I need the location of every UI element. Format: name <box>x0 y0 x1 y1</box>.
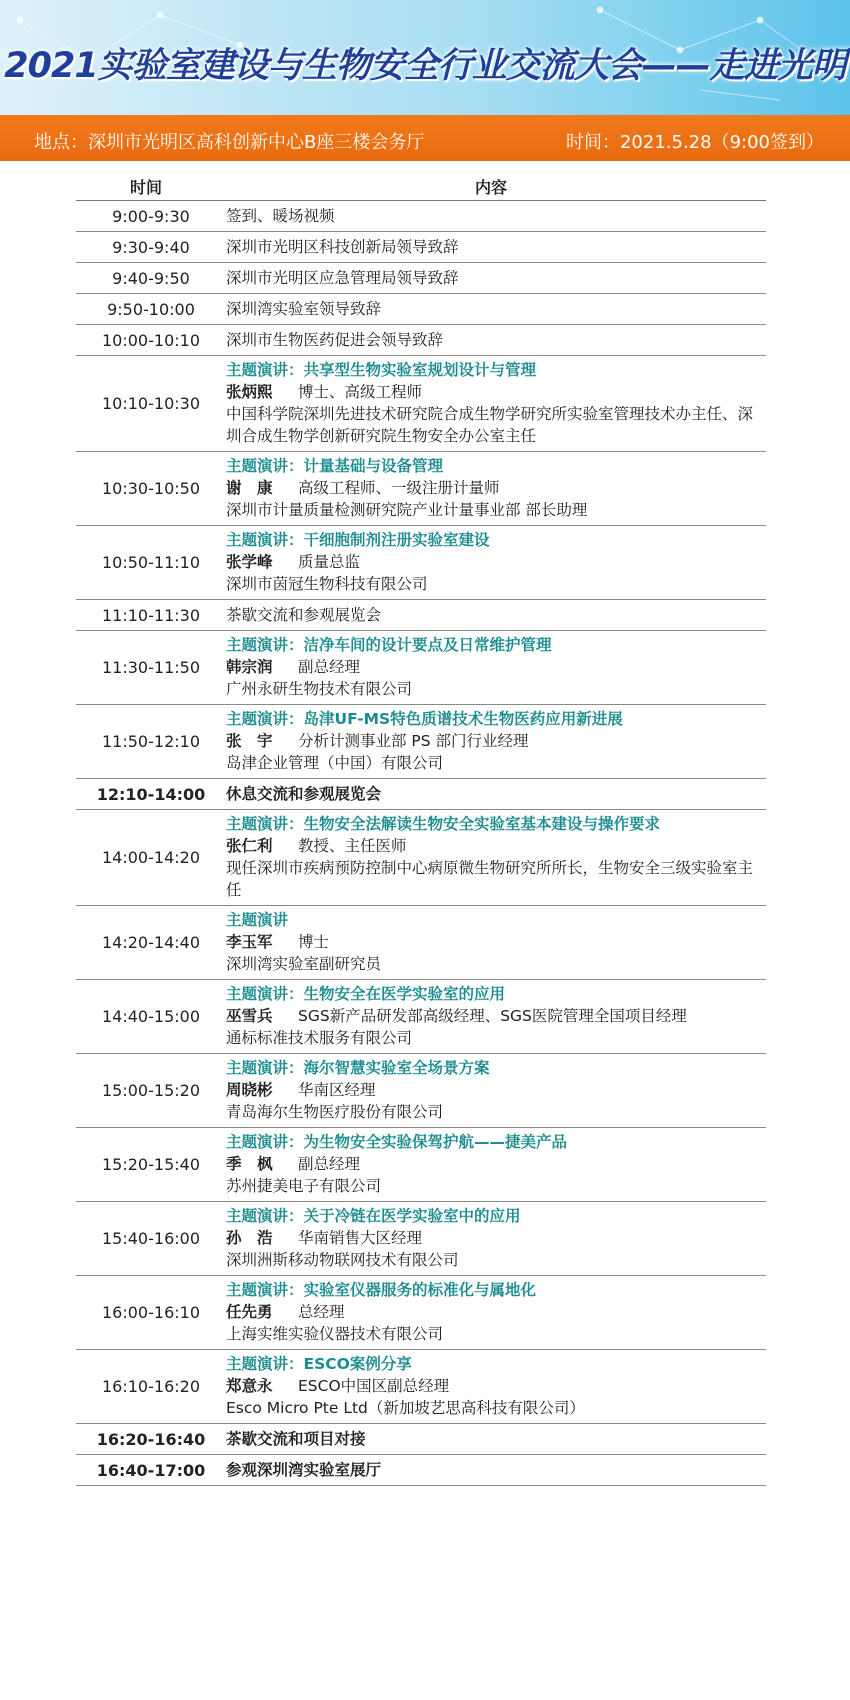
speaker-name: 张 宇 <box>226 732 273 750</box>
time-cell: 9:30-9:40 <box>112 237 190 257</box>
time-cell: 9:00-9:30 <box>112 206 190 226</box>
time-cell: 10:30-10:50 <box>102 479 200 498</box>
table-row <box>76 906 766 980</box>
speaker-name: 张仁利 <box>226 837 273 855</box>
time-cell: 11:30-11:50 <box>102 658 200 677</box>
content-cell <box>226 295 766 324</box>
content-cell <box>226 1128 766 1201</box>
speaker-line <box>226 551 766 573</box>
speaker-organization: 广州永研生物技术有限公司 <box>226 680 413 698</box>
time-cell: 16:20-16:40 <box>96 1429 206 1449</box>
time-cell: 15:00-15:20 <box>102 1081 200 1100</box>
talk-topic: 主题演讲：生物安全法解读生物安全实验室基本建设与操作要求 <box>226 815 661 833</box>
speaker-organization: 岛津企业管理（中国）有限公司 <box>226 754 444 772</box>
session-text: 茶歇交流和项目对接 <box>226 1429 366 1448</box>
talk-topic: 主题演讲：ESCO案例分享 <box>226 1355 412 1373</box>
speaker-role: SGS新产品研发部高级经理、SGS医院管理全国项目经理 <box>298 1007 687 1025</box>
table-header <box>76 172 766 201</box>
speaker-line <box>226 931 766 953</box>
table-row <box>76 600 766 631</box>
talk-topic: 主题演讲：生物安全在医学实验室的应用 <box>226 985 506 1003</box>
table-row <box>76 705 766 779</box>
column-header-content: 内容 <box>474 177 507 197</box>
content-cell <box>226 526 766 599</box>
content-cell <box>226 1202 766 1275</box>
speaker-name: 巫雪兵 <box>226 1007 273 1025</box>
location-text: 地点：深圳市光明区高科创新中心B座三楼会务厅 <box>34 132 425 153</box>
content-cell <box>226 326 766 355</box>
table-row <box>76 1350 766 1424</box>
speaker-organization: 上海实维实验仪器技术有限公司 <box>226 1325 444 1343</box>
speaker-organization: 深圳市茵冠生物科技有限公司 <box>226 575 428 593</box>
schedule-rows <box>76 201 766 1486</box>
speaker-name: 韩宗润 <box>226 658 273 676</box>
table-row <box>76 325 766 356</box>
talk-topic: 主题演讲：共享型生物实验室规划设计与管理 <box>226 361 537 379</box>
time-cell: 14:20-14:40 <box>102 933 200 952</box>
content-cell <box>226 1054 766 1127</box>
speaker-role: 分析计测事业部 PS 部门行业经理 <box>298 732 529 750</box>
table-row <box>76 631 766 705</box>
time-cell: 16:00-16:10 <box>102 1303 200 1322</box>
speaker-name: 季 枫 <box>226 1155 273 1173</box>
speaker-role: 华南销售大区经理 <box>298 1229 423 1247</box>
speaker-organization: 深圳洲斯移动物联网技术有限公司 <box>226 1251 459 1269</box>
time-cell: 15:20-15:40 <box>102 1155 200 1174</box>
speaker-name: 周晓彬 <box>226 1081 273 1099</box>
table-row <box>76 201 766 232</box>
time-cell: 11:10-11:30 <box>102 605 200 625</box>
table-row <box>76 526 766 600</box>
speaker-line <box>226 730 766 752</box>
speaker-organization: 深圳市计量质量检测研究院产业计量事业部 部长助理 <box>226 501 588 519</box>
session-text: 参观深圳湾实验室展厅 <box>226 1460 382 1479</box>
content-cell <box>226 810 766 905</box>
time-cell: 10:00-10:10 <box>102 330 200 350</box>
talk-topic: 主题演讲：海尔智慧实验室全场景方案 <box>226 1059 490 1077</box>
content-cell <box>226 980 766 1053</box>
speaker-role: 博士、高级工程师 <box>298 383 423 401</box>
speaker-line <box>226 1005 766 1027</box>
speaker-role: 质量总监 <box>298 553 361 571</box>
talk-topic: 主题演讲：计量基础与设备管理 <box>226 457 444 475</box>
table-row <box>76 980 766 1054</box>
speaker-line <box>226 656 766 678</box>
content-cell <box>226 780 766 809</box>
speaker-role: 教授、主任医师 <box>298 837 407 855</box>
content-cell <box>226 452 766 525</box>
table-row <box>76 1054 766 1128</box>
time-cell: 9:40-9:50 <box>112 268 190 288</box>
table-row <box>76 263 766 294</box>
content-cell <box>226 1425 766 1454</box>
speaker-role: 副总经理 <box>298 1155 361 1173</box>
table-row <box>76 356 766 452</box>
speaker-line <box>226 1301 766 1323</box>
content-cell <box>226 264 766 293</box>
time-cell: 9:50-10:00 <box>107 299 195 319</box>
content-cell <box>226 705 766 778</box>
table-row <box>76 1202 766 1276</box>
session-text: 深圳市光明区科技创新局领导致辞 <box>226 237 459 256</box>
speaker-name: 郑意永 <box>226 1377 273 1395</box>
content-cell <box>226 631 766 704</box>
speaker-organization: 深圳湾实验室副研究员 <box>226 955 382 973</box>
table-row <box>76 1424 766 1455</box>
table-row <box>76 294 766 325</box>
content-cell <box>226 1350 766 1423</box>
session-text: 深圳市生物医药促进会领导致辞 <box>226 330 444 349</box>
talk-topic: 主题演讲：实验室仪器服务的标准化与属地化 <box>226 1281 537 1299</box>
time-cell: 16:10-16:20 <box>102 1377 200 1396</box>
talk-topic: 主题演讲：关于冷链在医学实验室中的应用 <box>226 1207 521 1225</box>
speaker-organization: 青岛海尔生物医疗股份有限公司 <box>226 1103 444 1121</box>
speaker-name: 任先勇 <box>226 1303 273 1321</box>
time-cell: 12:10-14:00 <box>96 784 206 804</box>
content-cell <box>226 233 766 262</box>
speaker-line <box>226 1227 766 1249</box>
table-row <box>76 810 766 906</box>
column-header-time: 时间 <box>129 177 162 197</box>
content-cell <box>226 601 766 630</box>
speaker-line <box>226 1079 766 1101</box>
content-cell <box>226 906 766 979</box>
speaker-name: 张炳熙 <box>226 383 273 401</box>
table-row <box>76 452 766 526</box>
speaker-name: 张学峰 <box>226 553 273 571</box>
speaker-role: 副总经理 <box>298 658 361 676</box>
speaker-name: 孙 浩 <box>226 1229 273 1247</box>
page-title: 2021实验室建设与生物安全行业交流大会——走进光明 <box>4 46 846 86</box>
session-text: 茶歇交流和参观展览会 <box>226 605 382 624</box>
session-text: 深圳市光明区应急管理局领导致辞 <box>226 268 459 287</box>
table-row <box>76 232 766 263</box>
time-text: 时间：2021.5.28（9:00签到） <box>565 132 824 153</box>
speaker-line <box>226 1153 766 1175</box>
table-row <box>76 1455 766 1486</box>
talk-topic: 主题演讲：干细胞制剂注册实验室建设 <box>226 531 490 549</box>
time-cell: 16:40-17:00 <box>96 1460 206 1480</box>
table-row <box>76 1128 766 1202</box>
speaker-organization: 通标标准技术服务有限公司 <box>226 1029 413 1047</box>
time-cell: 10:10-10:30 <box>102 394 200 413</box>
session-text: 休息交流和参观展览会 <box>226 784 382 803</box>
content-cell <box>226 356 766 451</box>
speaker-role: 总经理 <box>298 1303 345 1321</box>
speaker-organization: 现任深圳市疾病预防控制中心病原微生物研究所所长，生物安全三级实验室主任 <box>226 859 754 899</box>
speaker-organization: Esco Micro Pte Ltd（新加坡艺思高科技有限公司） <box>226 1399 585 1417</box>
speaker-line <box>226 1375 766 1397</box>
table-row <box>76 779 766 810</box>
schedule-table <box>76 172 766 1486</box>
speaker-line <box>226 835 766 857</box>
talk-topic: 主题演讲：洁净车间的设计要点及日常维护管理 <box>226 636 552 654</box>
time-cell: 14:00-14:20 <box>102 848 200 867</box>
header-banner <box>0 0 850 115</box>
time-cell: 10:50-11:10 <box>102 553 200 572</box>
talk-topic: 主题演讲 <box>226 911 289 929</box>
speaker-role: 华南区经理 <box>298 1081 376 1099</box>
content-cell <box>226 202 766 231</box>
speaker-name: 谢 康 <box>226 479 273 497</box>
time-cell: 15:40-16:00 <box>102 1229 200 1248</box>
speaker-role: 高级工程师、一级注册计量师 <box>298 479 500 497</box>
time-cell: 14:40-15:00 <box>102 1007 200 1026</box>
speaker-role: ESCO中国区副总经理 <box>298 1377 450 1395</box>
table-row <box>76 1276 766 1350</box>
content-cell <box>226 1456 766 1485</box>
time-cell: 11:50-12:10 <box>102 732 200 751</box>
speaker-role: 博士 <box>298 933 330 951</box>
session-text: 深圳湾实验室领导致辞 <box>226 299 382 318</box>
talk-topic: 主题演讲：岛津UF-MS特色质谱技术生物医药应用新进展 <box>226 710 623 728</box>
talk-topic: 主题演讲：为生物安全实验保驾护航——捷美产品 <box>226 1133 568 1151</box>
info-bar <box>0 115 850 161</box>
speaker-organization: 中国科学院深圳先进技术研究院合成生物学研究所实验室管理技术办主任、深圳合成生物学创新研究院生物安全办公室主任 <box>226 405 754 445</box>
speaker-line <box>226 477 766 499</box>
speaker-line <box>226 381 766 403</box>
speaker-organization: 苏州捷美电子有限公司 <box>226 1177 382 1195</box>
speaker-name: 李玉军 <box>226 933 273 951</box>
content-cell <box>226 1276 766 1349</box>
session-text: 签到、暖场视频 <box>226 206 335 225</box>
